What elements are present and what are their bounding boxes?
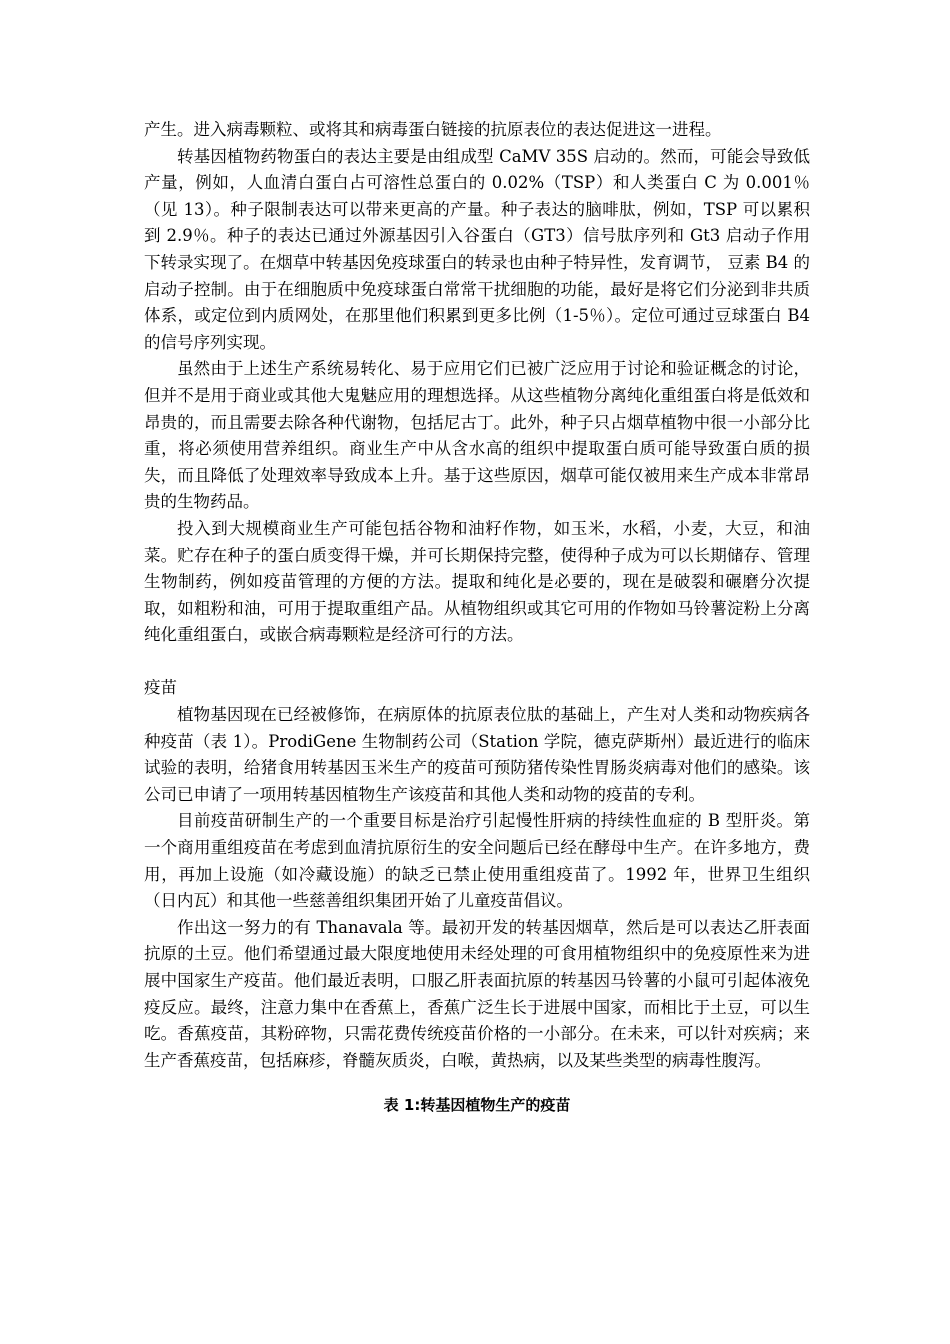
paragraph-2: 转基因植物药物蛋白的表达主要是由组成型 CaMV 35S 启动的。然而，可能会导致低产量，例如，人血清白蛋白占可溶性总蛋白的 0.02%（TSP）和人类蛋白 C 为 0.001％（见 13）。种子限制表达可以带来更高的产量。种子表达的脑啡肽，例如，TSP 可以累积到 2.9％。种子的表达已通过外源基因引入谷蛋白（GT3）信号肽序列和 Gt3 启动子作用下转录实现了。在烟草中转基因免疫球蛋白的转录也由种子特异性，发育调节， 豆素 B4 的启动子控制。由于在细胞质中免疫球蛋白常常干扰细胞的功能，最好是将它们分泌到非共质体系，或定位到内质网处，在那里他们积累到更多比例（1-5％）。定位可通过豆球蛋白 B4 的信号序列实现。 [144, 146, 810, 352]
section-heading-vaccine: 疫苗 [144, 678, 177, 698]
paragraph-6: 目前疫苗研制生产的一个重要目标是治疗引起慢性肝病的持续性血症的 B 型肝炎。第一个商用重组疫苗在考虑到血清抗原衍生的安全问题后已经在酵母中生产。在许多地方，费用，再加上设施（如冷藏设施）的缺乏已禁止使用重组疫苗了。1992 年，世界卫生组织（日内瓦）和其他一些慈善组织集团开始了儿童疫苗倡议。 [144, 811, 810, 911]
table-caption: 表 1:转基因植物生产的疫苗 [383, 1096, 571, 1115]
paragraph-3: 虽然由于上述生产系统易转化、易于应用它们已被广泛应用于讨论和验证概念的讨论，但并不是用于商业或其他大鬼魅应用的理想选择。从这些植物分离纯化重组蛋白将是低效和昂贵的，而且需要去除各种代谢物，包括尼古丁。此外，种子只占烟草植物中很一小部分比重，将必须使用营养组织。商业生产中从含水高的组织中提取蛋白质可能导致蛋白质的损失，而且降低了处理效率导致成本上升。基于这些原因，烟草可能仅被用来生产成本非常昂贵的生物药品。 [144, 359, 810, 512]
paragraph-5: 植物基因现在已经被修饰，在病原体的抗原表位肽的基础上，产生对人类和动物疾病各种疫苗（表 1）。ProdiGene 生物制药公司（Station 学院，德克萨斯州）最近进行的临床试验的表明，给猪食用转基因玉米生产的疫苗可预防猪传染性胃肠炎病毒对他们的感染。该公司已申请了一项用转基因植物生产该疫苗和其他人类和动物的疫苗的专利。 [144, 705, 810, 804]
paragraph-7: 作出这一努力的有 Thanavala 等。最初开发的转基因烟草，然后是可以表达乙肝表面抗原的土豆。他们希望通过最大限度地使用未经处理的可食用植物组织中的免疫原性来为进展中国家生产疫苗。他们最近表明，口服乙肝表面抗原的转基因马铃薯的小鼠可引起体液免疫反应。最终，注意力集中在香蕉上，香蕉广泛生长于进展中国家，而相比于土豆，可以生吃。香蕉疫苗，其粉碎物，只需花费传统疫苗价格的一小部分。在未来，可以针对疾病；来生产香蕉疫苗，包括麻疹，脊髓灰质炎，白喉，黄热病，以及某些类型的病毒性腹泻。 [144, 917, 810, 1070]
paragraph-1: 产生。进入病毒颗粒、或将其和病毒蛋白链接的抗原表位的表达促进这一进程。 [144, 120, 722, 139]
paragraph-spacer [144, 649, 810, 676]
document-page [144, 117, 810, 1134]
paragraph-4: 投入到大规模商业生产可能包括谷物和油籽作物，如玉米，水稻，小麦，大豆，和油菜。贮存在种子的蛋白质变得干燥，并可长期保持完整，使得种子成为可以长期储存、管理生物制药，例如疫苗管理的方便的方法。提取和纯化是必要的，现在是破裂和碾磨分次提取，如粗粉和油，可用于提取重组产品。从植物组织或其它可用的作物如马铃薯淀粉上分离纯化重组蛋白，或嵌合病毒颗粒是经济可行的方法。 [144, 518, 810, 645]
